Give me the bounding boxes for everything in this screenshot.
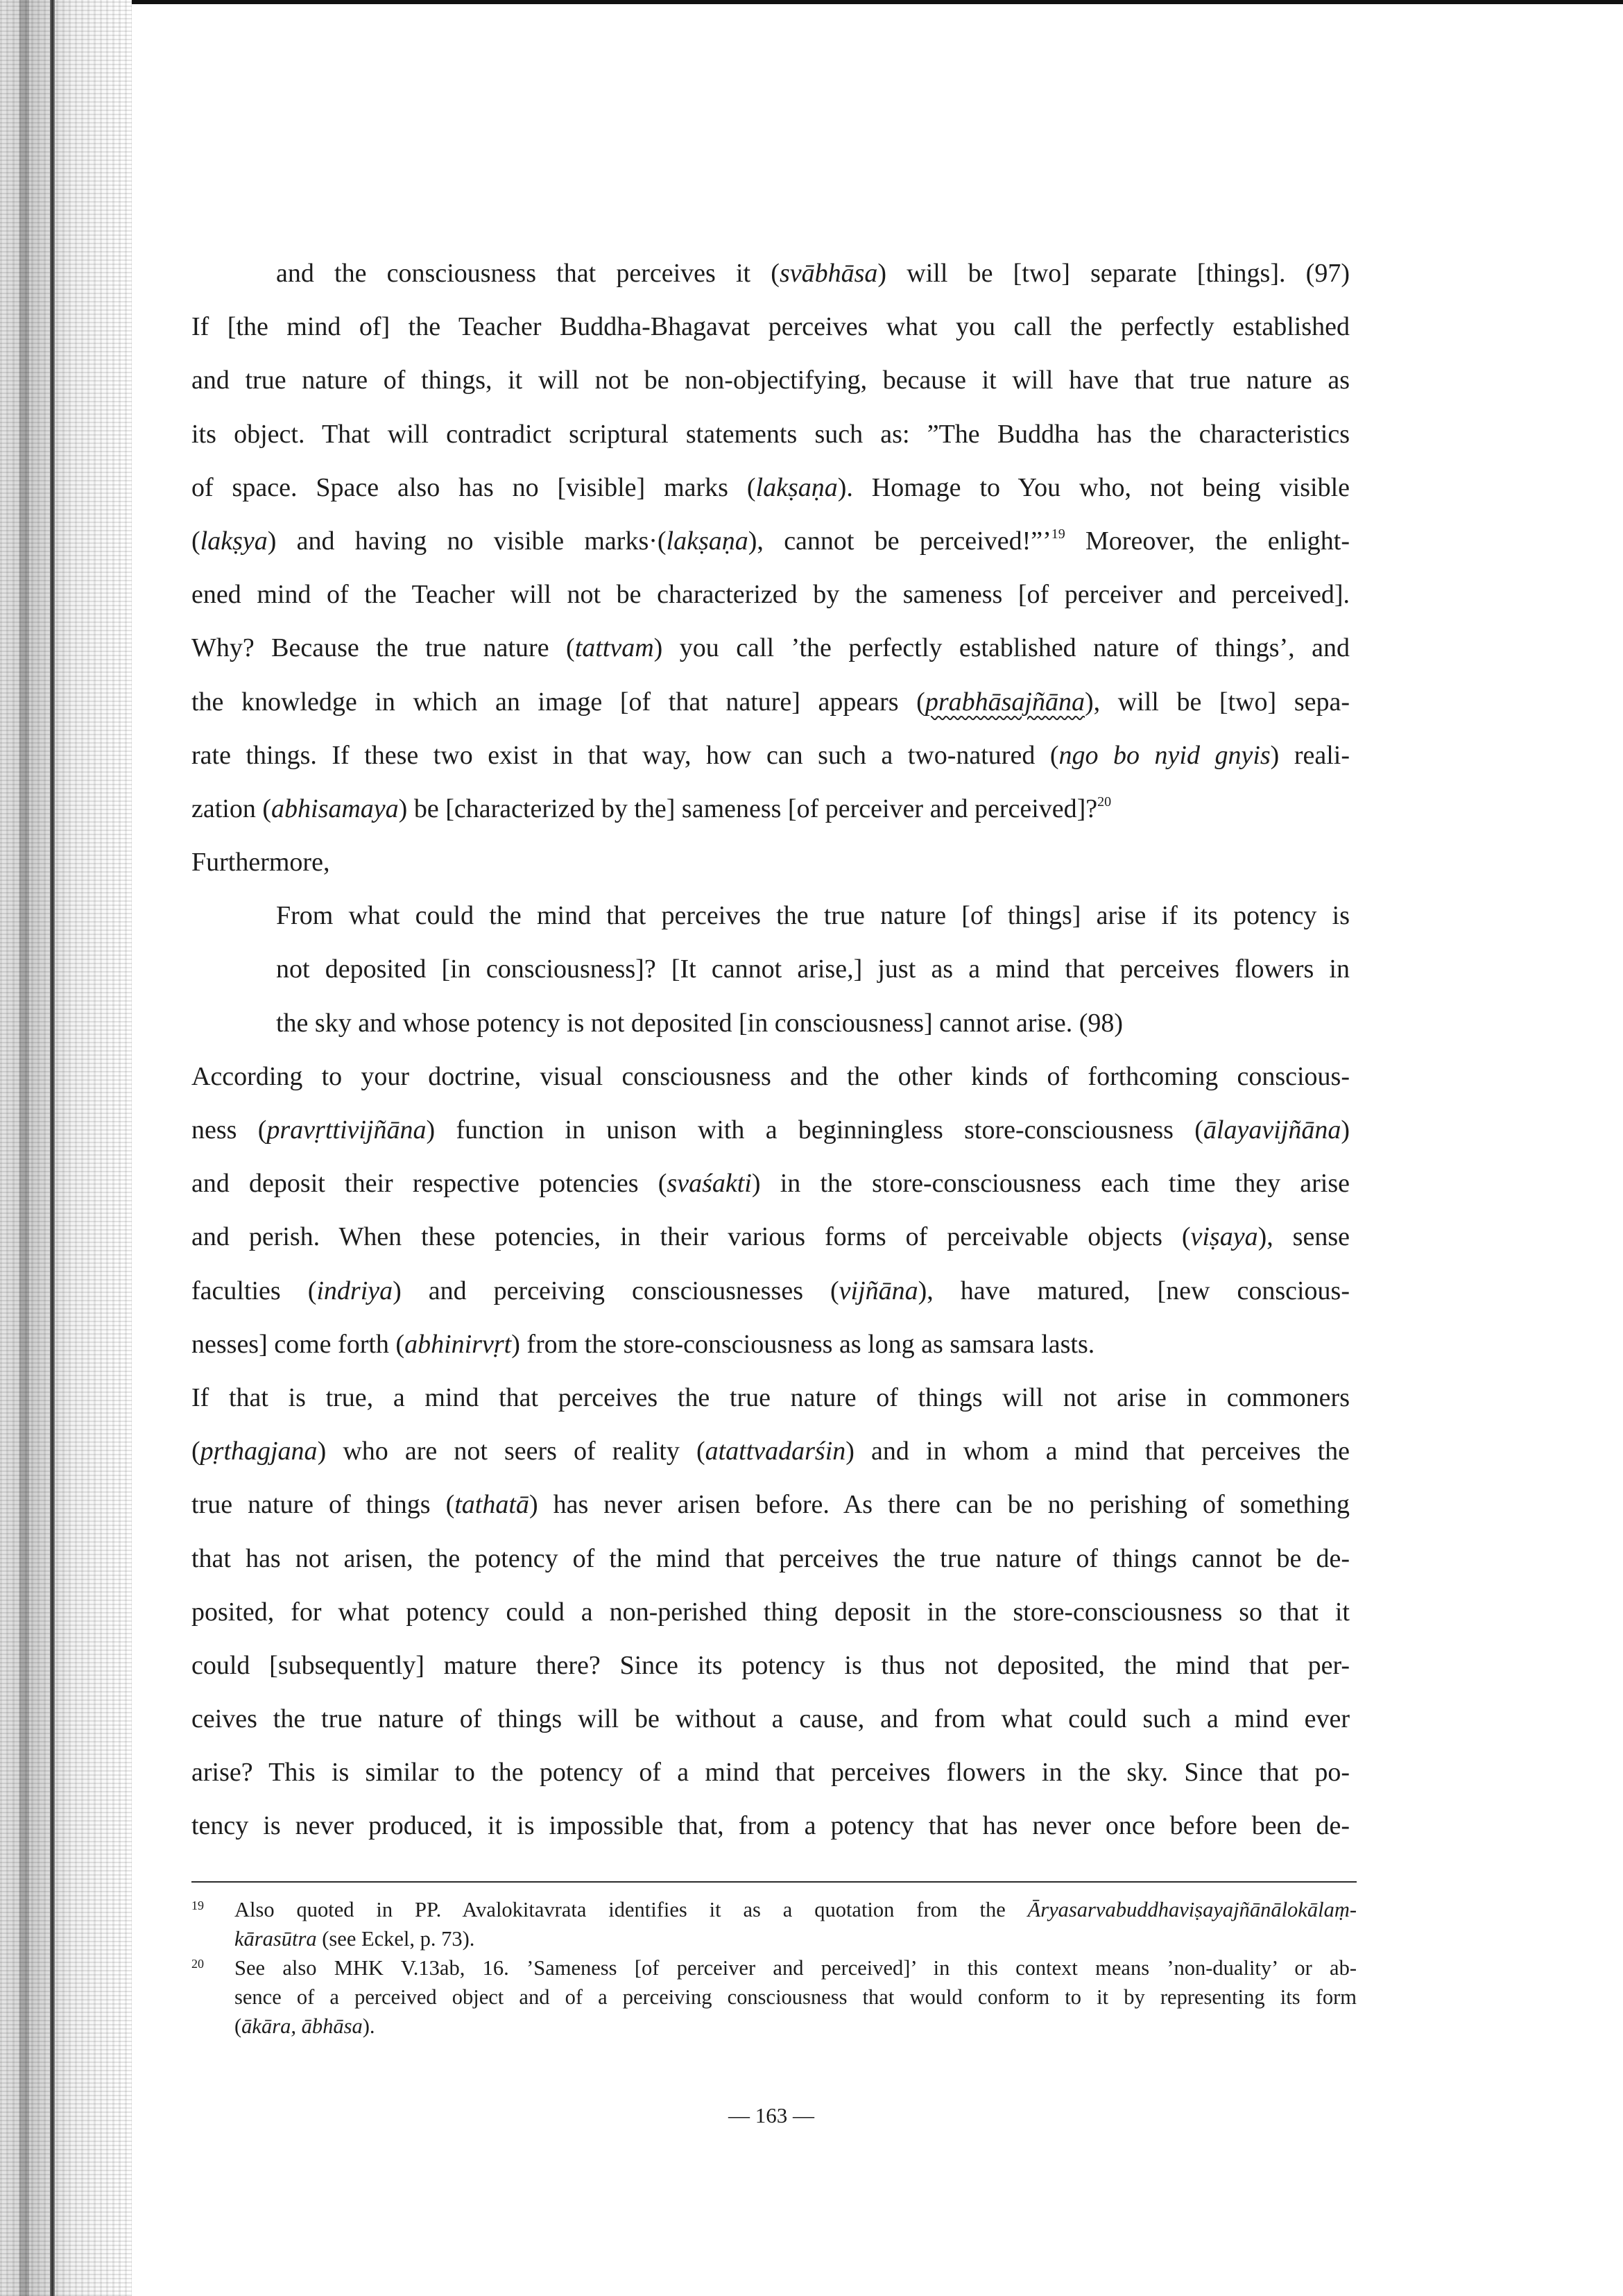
footnote-ref-19: 19 [1051, 526, 1065, 542]
page-number: — 163 — [728, 2103, 814, 2127]
text-line: and perish. When these potencies, in their various forms of perceivable objects (viṣaya), sense [191, 1222, 1350, 1252]
text-line: If that is true, a mind that perceives the true nature of things will not arise in commoners [191, 1382, 1350, 1412]
footnote-20-continued: sence of a perceived object and of a perceiving consciousness that would conform to it by representing its form [234, 1985, 1357, 2009]
text-line: rate things. If these two exist in that way, how can such a two-natured (ngo bo nyid gnyis) reali- [191, 740, 1350, 770]
text-line: Why? Because the true nature (tattvam) you call ’the perfectly established nature of things’, and [191, 633, 1350, 663]
binding-dark-band [19, 0, 29, 2296]
verse-line: the sky and whose potency is not deposited [in consciousness] cannot arise. (98) [276, 1008, 1124, 1038]
verse-line: From what could the mind that perceives the true nature [of things] arise if its potency is [276, 901, 1350, 931]
text-line: Furthermore, [191, 848, 330, 877]
footnote-20-continued: (ākāra, ābhāsa). [234, 2014, 375, 2038]
text-line: could [subsequently] mature there? Since its potency is thus not deposited, the mind that per- [191, 1650, 1350, 1680]
main-text [191, 247, 1350, 1853]
text-line: ness (pravṛttivijñāna) function in unison with a beginningless store-consciousness (ālayavijñāna) [191, 1115, 1350, 1145]
footnote-20: 20 See also MHK V.13ab, 16. ’Sameness [of perceiver and perceived]’ in this context means ’non-duality’ or ab- [191, 1953, 1357, 1982]
footnote-19: 19 Also quoted in PP. Avalokitavrata identifies it as a quotation from the Āryasarvabuddhaviṣayajñānālokālaṃ- [191, 1895, 1357, 1924]
text-line: tency is never produced, it is impossible that, from a potency that has never once before been de- [191, 1811, 1350, 1841]
footnote-19-continued: kārasūtra (see Eckel, p. 73). [234, 1927, 475, 1951]
top-edge-rule [0, 0, 1623, 4]
text-line: ened mind of the Teacher will not be characterized by the sameness [of perceiver and perceived]. [191, 580, 1350, 610]
text-line: According to your doctrine, visual consciousness and the other kinds of forthcoming conscious- [191, 1061, 1350, 1091]
footnote-number: 19 [191, 1899, 204, 1912]
footnote-number: 20 [191, 1957, 204, 1971]
text-line: of space. Space also has no [visible] marks (lakṣaṇa). Homage to You who, not being visible [191, 472, 1350, 502]
text-line: zation (abhisamaya) be [characterized by the] sameness [of perceiver and perceived]?$^{20}$ [191, 794, 1112, 823]
text-line: posited, for what potency could a non-perished thing deposit in the store-consciousness so that it [191, 1597, 1350, 1627]
text-line: true nature of things (tathatā) has never arisen before. As there can be no perishing of something [191, 1490, 1350, 1520]
text-line: and the consciousness that perceives it (svābhāsa) will be [two] separate [things]. (97) [276, 259, 1350, 288]
footnotes [191, 1895, 1357, 2041]
text-line: If [the mind of] the Teacher Buddha-Bhagavat perceives what you call the perfectly established [191, 312, 1350, 342]
text-line: and deposit their respective potencies (svaśakti) in the store-consciousness each time they arise [191, 1169, 1350, 1199]
text-line: nesses] come forth (abhinirvṛt) from the store-consciousness as long as samsara lasts. [191, 1329, 1095, 1359]
text-line: and true nature of things, it will not be non-objectifying, because it will have that true nature as [191, 366, 1350, 395]
text-line: ceives the true nature of things will be without a cause, and from what could such a mind ever [191, 1704, 1350, 1734]
handwritten-wavy-underline: prabhāsajñāna [925, 687, 1085, 717]
text-line: the knowledge in which an image [of that nature] appears (prabhāsajñāna), will be [two] sepa- [191, 687, 1350, 717]
text-line: its object. That will contradict scriptural statements such as: ”The Buddha has the characteristics [191, 419, 1350, 449]
text-line: that has not arisen, the potency of the mind that perceives the true nature of things cannot be de- [191, 1543, 1350, 1573]
verse-line: not deposited [in consciousness]? [It cannot arise,] just as a mind that perceives flowers in [276, 954, 1350, 984]
text-line: arise? This is similar to the potency of a mind that perceives flowers in the sky. Since that po- [191, 1758, 1350, 1788]
text-line: (lakṣya) and having no visible marks·(lakṣaṇa), cannot be perceived!”’$^{19}$ Moreover, the enlight- [191, 526, 1350, 556]
footnote-ref-20: 20 [1097, 794, 1112, 809]
binding-gutter-line [50, 0, 55, 2296]
footnote-separator [191, 1881, 1357, 1883]
text-line: faculties (indriya) and perceiving consciousnesses (vijñāna), have matured, [new conscious- [191, 1276, 1350, 1305]
text-line: (pṛthagjana) who are not seers of reality (atattvadarśin) and in whom a mind that perceives the [191, 1437, 1350, 1466]
